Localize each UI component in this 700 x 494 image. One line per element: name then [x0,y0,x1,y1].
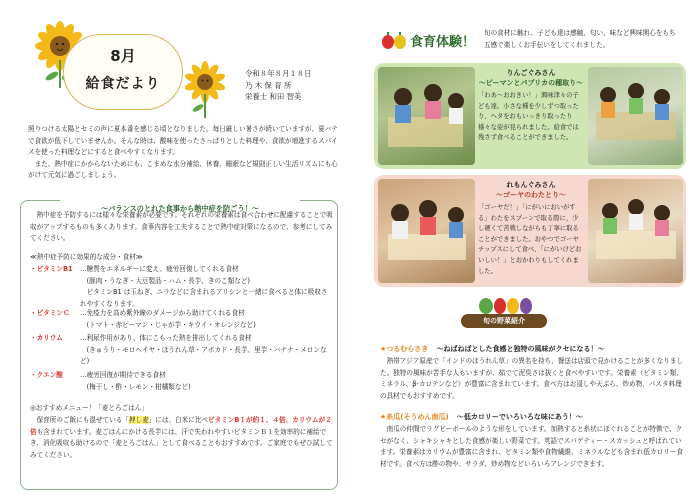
class2-description: 「ゴーヤだ！」「にがいにおいがする」わたをスプーンで取る際に、少し硬くて苦戦しながらも丁寧に取ることができました。おやつでゴーヤチップスにして食べ、「にがいけどおいしい！」とおかわりもしてくれました。 [478,204,582,275]
issue-date: 令和８年８月１８日 [245,69,312,78]
date-author-block [245,68,355,103]
class1-photo-right [588,67,683,165]
vegetable-icon [380,30,410,50]
class1-activity: ～ピーマンとパプリカの種取り～ [478,79,584,87]
veg1-name: ★つるむらさき [380,345,429,353]
veg2-tagline: ～低カロリーでいろいろな味にあう！～ [456,413,583,421]
sunflower-illustration-right [180,60,230,120]
recommend-text-c: 」には、白米に比べ [148,416,209,424]
heatstroke-heading-text: ～バランスのとれた食事から熱中症を防ごう！～ [101,204,259,213]
author-name: 栄養士 和田 智美 [245,92,302,101]
veg2-name: ★糸瓜(そうめん南瓜) [380,413,449,421]
nutrient-name: ・ビタミンB1 [30,265,73,273]
class1-description: 「わあ～おおきい！」興味津々の子ども達。小さな種を少しずつ取ったり、ヘタをおもいっきり取ったり様々な姿が見られました。給食では残さず食べることができました。 [478,92,579,142]
nutrient-item-c [30,308,334,333]
veg2-heading [380,412,690,422]
veg1-tagline: ～ねばねばとした食感と独特の風味がクセになる！～ [436,345,605,353]
nutrient-item-potassium [30,333,334,370]
class2-name: れもんぐみさん [506,181,556,189]
class2-photo-left [378,179,475,283]
nutrient-name: ・ビタミンＣ [30,309,70,317]
class2-activity: ～ゴーヤのわたとり～ [496,191,566,199]
food-experience-heading: 食育体験！ [410,35,476,50]
nutrient-desc: …利尿作用があり、体にこもった熱を排出してくれる食材 (きゅうり・モロヘイヤ・ほうれん草・アボカド・長芋、里芋・バナナ・メロンなど) [80,334,327,366]
nutrient-desc: …免疫力を高め紫外線のダメージから助けてくれる食材 (トマト・赤ピーマン・じゃが芋・キウイ・オレンジなど) [80,309,256,329]
class2-photo-right [588,179,683,283]
class1-photo-left [378,67,475,165]
newsletter-title: 給食だより [85,76,161,92]
nutrient-list-title: ≪熱中症予防に効果的な成分・食材≫ [30,253,143,261]
vegetables-illustration [476,292,536,316]
veg1-description: 熱帯アジア原産で「インドのほうれん草」の異名を持ち、餐送は店頭で見かけることが多くなりました。独特の風味が苦手な人もいますが、茹でて泥臭さは抜くと食べやすいです。栄養素（ビタミン類、ミネラル、β-カロテンなど）が豊富に含まれています。食べ方はお浸しや天ぷら、炒め物、パスタ料理の具材でもおすすめです。 [380,357,684,400]
recommend-highlight-oshimugi: 押し麦 [128,416,149,424]
nutrient-item-b1 [30,264,334,308]
recommend-highlight-nutrients: ビタミンB１が約１、４倍、カリウムが２倍 [30,416,332,436]
recommend-text-e: も含まれています。麦ごはんにかける長芋には、汗で失われやすいビタミンＢ１を効率的に補給でき、消化吸収も助けるので「麦とろごはん」として食べることもおすすめです。ご家庭でもぜひ試してみてください。 [30,427,333,459]
nutrient-desc: …糖質をエネルギーに変え、疲労回復してくれる食材 (豚肉・うなぎ・大豆製品・ハム・長芋、きのこ類など) ビタミンB1 は玉ねぎ、ニラなどに含まれるアリシンと一緒に食べると体に吸収されやすくなります。 [80,265,328,308]
month-label: 8月 [110,47,136,65]
recommend-text-a: 保育所のご飯にも混ぜている「 [30,416,129,424]
veg2-description: 南瓜の仲間でラグビーボールのような形をしています。加熱すると糸状にほぐれることが特徴で、クセがなく、シャキシャキとした食感が楽しい野菜です。英語でスパゲティー・スカッシュと呼ばれています。栄養素はカリウムが豊富に含まれ、ビタミン類や食物繊維、ミネラルなども含まれ低カロリー食材です。食べ方は酢の物や、サラダ、炒め物などいろいろアレンジできます。 [380,425,683,468]
recommend-body [30,415,334,461]
nutrient-desc: …疲労回復が期待できる食材 (梅干し・酢・レモン・柑橘類など) [80,371,191,391]
recommend-title: ◎おすすめメニュー！「麦とろごはん」 [30,404,148,412]
organization-name: 乃 木 保 育 所 [245,80,292,90]
food-experience-intro: 旬の食材に触れ、子ども達は感触、匂い、味など興味関心をもち五感で楽しくお手伝いをしてくれました。 [484,29,676,49]
nutrient-name: ・カリウム [30,334,63,342]
intro-paragraph: 照りつける太陽とセミの声に夏本番を感じる頃となりました。毎日厳しい暑さが続いていますが、夏バテで食欲が低下していませんか。そんな時は、酸味を使ったさっぱりとした料理や、食欲が増進するスパイスを使った料理などにすると食べやすくなります。 また、熱中症にかからないためにも、こまめな水分補給、休養、睡眠など規則正しい生活リズムにも心がけて元気に過ごしましょう。 [28,125,338,180]
class1-caption [478,68,584,144]
heatstroke-intro: 熱中症を予防するには様々な栄養素が必要です。それぞれの栄養素は食べ合わせに配慮することで吸収がアップするものも多くあります。食事内容を工夫することで熱中症対策になるので、参考にしてみてください。 [30,211,333,243]
class1-name: りんごぐみさん [506,69,556,77]
nutrient-list [30,264,334,396]
veg1-heading [380,344,690,354]
nutrient-name: ・クエン酸 [30,371,63,379]
class2-caption [478,180,584,277]
newsletter-title-badge [63,34,183,110]
nutrient-item-citric [30,370,334,396]
seasonal-vegetable-badge: 旬の野菜紹介 [461,314,547,328]
